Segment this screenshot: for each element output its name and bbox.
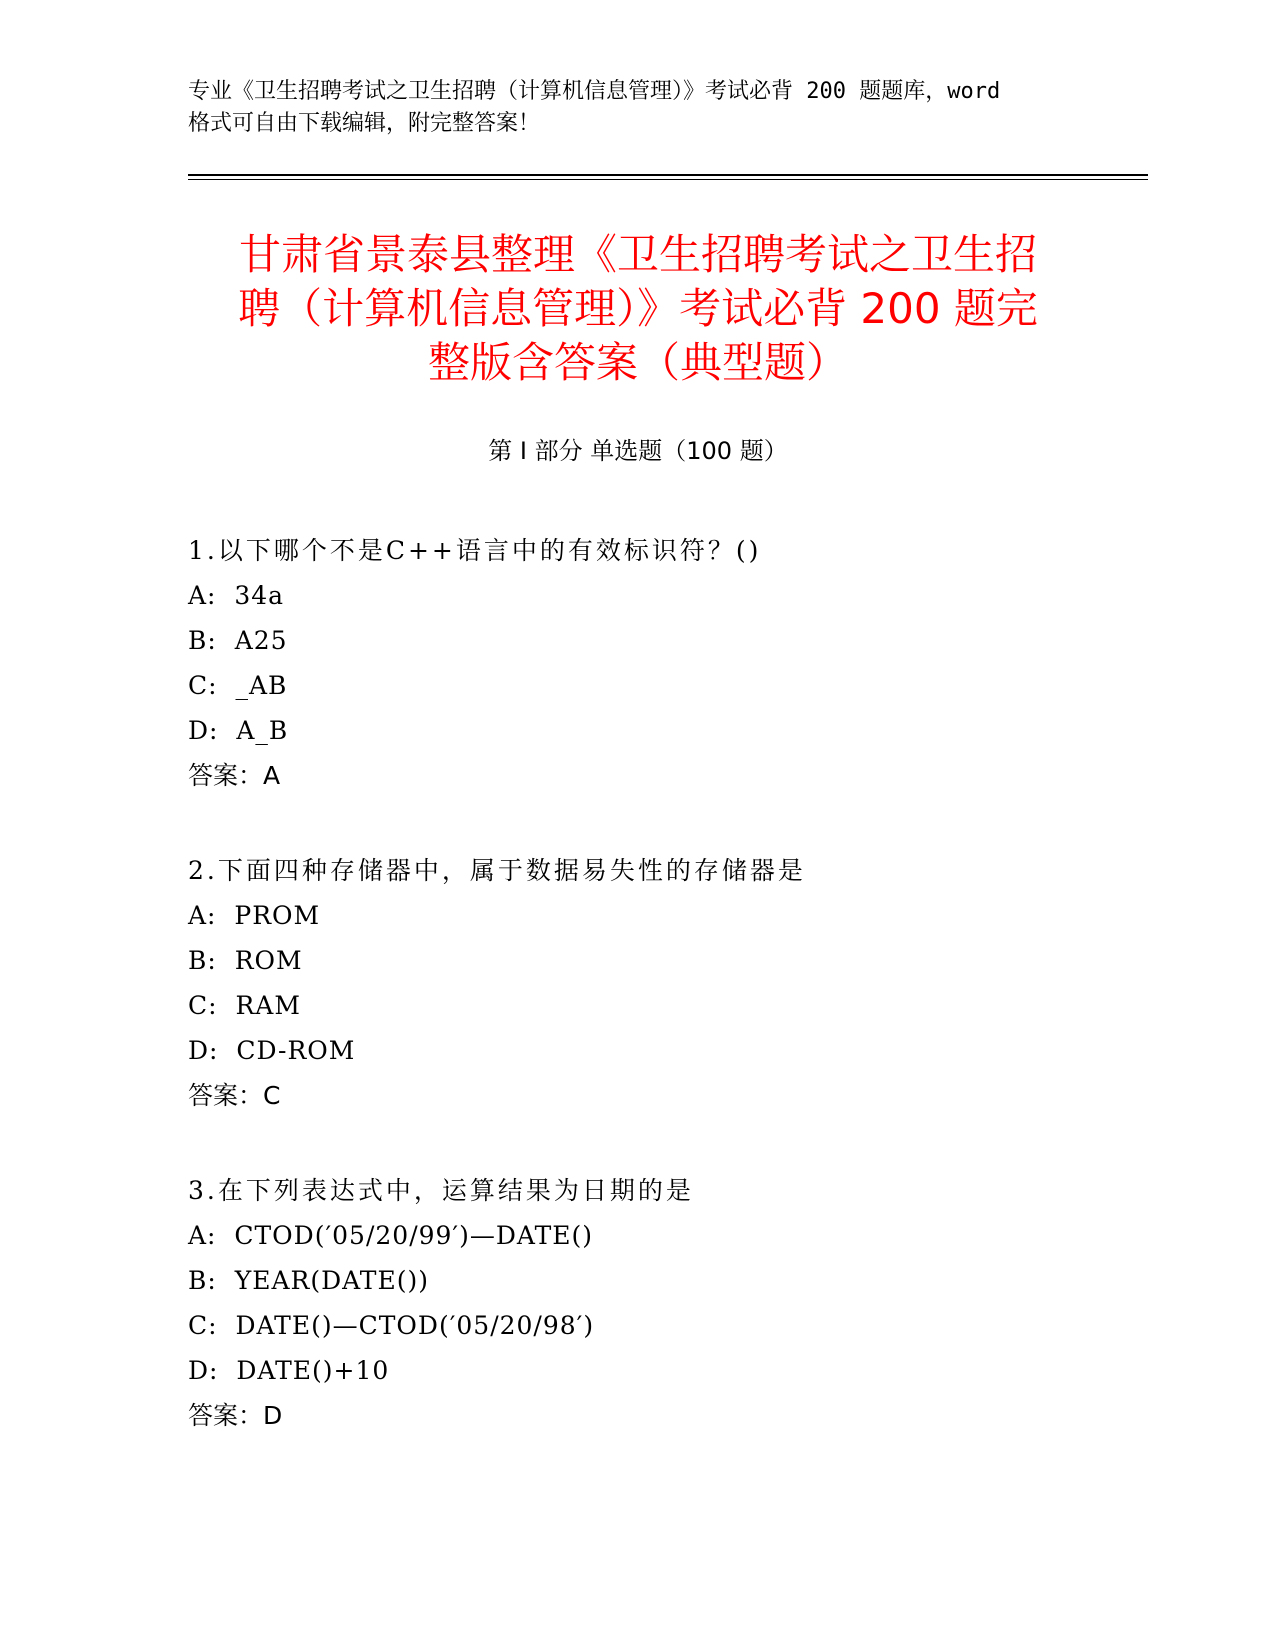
answer: 答案：D xyxy=(188,1401,283,1430)
option-b: B: ROM xyxy=(188,946,303,975)
header-divider-thin xyxy=(188,179,1148,180)
option-d: D: A_B xyxy=(188,716,289,745)
option-a: A: CTOD(′05/20/99′)—DATE() xyxy=(188,1221,594,1250)
option-c: C: RAM xyxy=(188,991,301,1020)
document-title-line-3: 整版含答案（典型题） xyxy=(427,338,848,387)
option-d: D: DATE()+10 xyxy=(188,1356,390,1385)
question-2 xyxy=(188,848,1088,1118)
header-divider-thick xyxy=(188,174,1148,176)
question-1 xyxy=(188,528,1088,798)
option-c: C: DATE()—CTOD(′05/20/98′) xyxy=(188,1311,595,1340)
answer: 答案：A xyxy=(188,761,281,790)
question-stem: 2.下面四种存储器中，属于数据易失性的存储器是 xyxy=(188,856,806,885)
answer: 答案：C xyxy=(188,1081,281,1110)
document-title-line-1: 甘肃省景泰县整理《卫生招聘考试之卫生招 xyxy=(238,230,1037,279)
section-heading: 第 I 部分 单选题（100 题） xyxy=(488,437,788,465)
header-note-line-2: 格式可自由下载编辑，附完整答案！ xyxy=(188,111,541,136)
option-b: B: YEAR(DATE()) xyxy=(188,1266,429,1295)
document-title xyxy=(188,228,1088,390)
question-stem: 1.以下哪个不是C++语言中的有效标识符？() xyxy=(188,536,762,565)
document-title-line-2: 聘（计算机信息管理）》考试必背 200 题完 xyxy=(238,284,1038,333)
question-3 xyxy=(188,1168,1088,1438)
option-b: B: A25 xyxy=(188,626,288,655)
option-d: D: CD-ROM xyxy=(188,1036,356,1065)
question-list xyxy=(188,528,1088,1488)
option-a: A: PROM xyxy=(188,901,321,930)
question-stem: 3.在下列表达式中，运算结果为日期的是 xyxy=(188,1176,694,1205)
header-note-line-1: 专业《卫生招聘考试之卫生招聘（计算机信息管理）》考试必背 200 题题库，word xyxy=(188,79,1001,104)
option-c: C: _AB xyxy=(188,671,288,700)
option-a: A: 34a xyxy=(188,581,285,610)
header-note xyxy=(188,76,1088,140)
